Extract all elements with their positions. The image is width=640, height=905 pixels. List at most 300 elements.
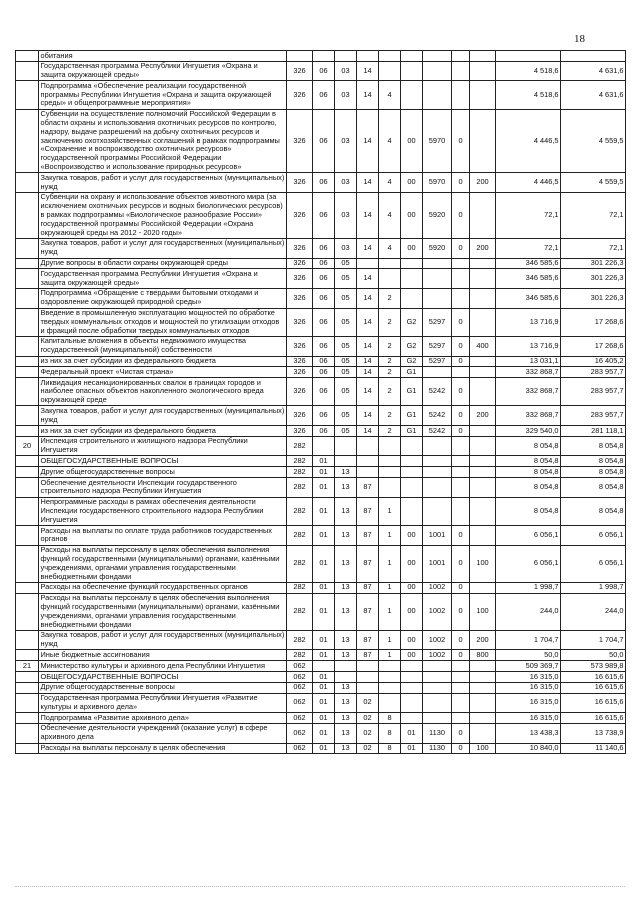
program-code: 87 bbox=[357, 630, 379, 650]
expense-code bbox=[423, 713, 452, 724]
subsection-code: 05 bbox=[335, 367, 357, 378]
row-description: Иные бюджетные ассигнования bbox=[39, 650, 287, 661]
amount-year-2: 16 615,6 bbox=[561, 713, 626, 724]
admin-code: 062 bbox=[287, 713, 313, 724]
amount-year-1 bbox=[496, 51, 561, 62]
direction-code bbox=[401, 682, 423, 693]
program-code bbox=[357, 258, 379, 269]
expense-type-code bbox=[470, 426, 496, 437]
subsection-code: 13 bbox=[335, 467, 357, 478]
amount-year-1: 1 998,7 bbox=[496, 582, 561, 593]
direction-code: 00 bbox=[401, 593, 423, 630]
table-row bbox=[16, 173, 626, 193]
row-position-number bbox=[16, 478, 39, 498]
section-code: 01 bbox=[313, 456, 335, 467]
admin-code: 326 bbox=[287, 426, 313, 437]
section-code: 01 bbox=[313, 743, 335, 754]
admin-code: 326 bbox=[287, 238, 313, 258]
table-row bbox=[16, 545, 626, 582]
amount-year-2: 8 054,8 bbox=[561, 436, 626, 456]
table-row bbox=[16, 258, 626, 269]
subprogram-code: 4 bbox=[379, 109, 401, 173]
amount-year-2: 301 226,3 bbox=[561, 269, 626, 289]
row-position-number bbox=[16, 672, 39, 683]
subsection-code: 05 bbox=[335, 269, 357, 289]
amount-year-1: 332 868,7 bbox=[496, 378, 561, 406]
expense-type-code bbox=[470, 713, 496, 724]
amount-year-2: 1 704,7 bbox=[561, 630, 626, 650]
budget-table bbox=[15, 50, 626, 754]
row-position-number bbox=[16, 467, 39, 478]
table-row bbox=[16, 478, 626, 498]
program-code: 14 bbox=[357, 269, 379, 289]
direction-code bbox=[401, 478, 423, 498]
row-position-number bbox=[16, 743, 39, 754]
subsection-code: 13 bbox=[335, 743, 357, 754]
section-code: 06 bbox=[313, 288, 335, 308]
subsection-code: 13 bbox=[335, 497, 357, 525]
row-position-number bbox=[16, 356, 39, 367]
admin-code: 282 bbox=[287, 630, 313, 650]
expense-type-code: 800 bbox=[470, 650, 496, 661]
table-row bbox=[16, 308, 626, 336]
amount-year-2: 4 559,5 bbox=[561, 109, 626, 173]
admin-code: 062 bbox=[287, 661, 313, 672]
section-code: 06 bbox=[313, 173, 335, 193]
admin-code: 062 bbox=[287, 693, 313, 713]
amount-year-2: 11 140,6 bbox=[561, 743, 626, 754]
subprogram-code: 2 bbox=[379, 378, 401, 406]
table-row bbox=[16, 723, 626, 743]
expense-type-code bbox=[470, 308, 496, 336]
expense-code: 1002 bbox=[423, 650, 452, 661]
amount-year-2: 17 268,6 bbox=[561, 336, 626, 356]
row-position-number bbox=[16, 308, 39, 336]
amount-year-2: 573 989,8 bbox=[561, 661, 626, 672]
amount-year-2: 8 054,8 bbox=[561, 456, 626, 467]
expense-code: 5970 bbox=[423, 173, 452, 193]
program-code: 14 bbox=[357, 367, 379, 378]
admin-code: 326 bbox=[287, 109, 313, 173]
expense-type-code: 200 bbox=[470, 238, 496, 258]
expense-type-code bbox=[470, 367, 496, 378]
row-description: Государственная программа Республики Ингушетия «Охрана и защита окружающей среды» bbox=[39, 269, 287, 289]
table-row bbox=[16, 436, 626, 456]
row-description: Инспекция строительного и жилищного надзора Республики Ингушетия bbox=[39, 436, 287, 456]
amount-year-1: 8 054,8 bbox=[496, 436, 561, 456]
row-description: Обеспечение деятельности учреждений (оказание услуг) в сфере архивного дела bbox=[39, 723, 287, 743]
amount-year-1: 8 054,8 bbox=[496, 467, 561, 478]
program-code bbox=[357, 467, 379, 478]
expense-code bbox=[423, 436, 452, 456]
extra-code: 0 bbox=[452, 630, 470, 650]
direction-code: 00 bbox=[401, 238, 423, 258]
expense-type-code: 400 bbox=[470, 336, 496, 356]
page-number: 18 bbox=[574, 33, 585, 45]
row-description: Подпрограмма «Развитие архивного дела» bbox=[39, 713, 287, 724]
direction-code: 01 bbox=[401, 743, 423, 754]
amount-year-2: 16 615,6 bbox=[561, 672, 626, 683]
extra-code: 0 bbox=[452, 593, 470, 630]
expense-code bbox=[423, 51, 452, 62]
subprogram-code: 1 bbox=[379, 497, 401, 525]
admin-code: 282 bbox=[287, 497, 313, 525]
row-position-number bbox=[16, 238, 39, 258]
section-code: 06 bbox=[313, 378, 335, 406]
expense-code bbox=[423, 81, 452, 109]
expense-type-code bbox=[470, 269, 496, 289]
program-code: 87 bbox=[357, 582, 379, 593]
extra-code bbox=[452, 467, 470, 478]
amount-year-1: 4 518,6 bbox=[496, 61, 561, 81]
expense-type-code bbox=[470, 51, 496, 62]
table-row bbox=[16, 109, 626, 173]
amount-year-1: 16 315,0 bbox=[496, 693, 561, 713]
table-row bbox=[16, 672, 626, 683]
table-body bbox=[16, 51, 626, 754]
section-code: 01 bbox=[313, 467, 335, 478]
row-description: Подпрограмма «Обеспечение реализации государственной программы Республики Ингушетия «Охрана и защита окружающей среды» и общепрограммные мероприятия» bbox=[39, 81, 287, 109]
section-code: 06 bbox=[313, 238, 335, 258]
extra-code bbox=[452, 478, 470, 498]
subprogram-code bbox=[379, 672, 401, 683]
extra-code: 0 bbox=[452, 109, 470, 173]
subprogram-code bbox=[379, 467, 401, 478]
admin-code: 326 bbox=[287, 406, 313, 426]
row-position-number bbox=[16, 713, 39, 724]
admin-code: 326 bbox=[287, 81, 313, 109]
extra-code: 0 bbox=[452, 356, 470, 367]
admin-code: 326 bbox=[287, 173, 313, 193]
amount-year-2: 1 998,7 bbox=[561, 582, 626, 593]
row-position-number bbox=[16, 336, 39, 356]
row-description: ОБЩЕГОСУДАРСТВЕННЫЕ ВОПРОСЫ bbox=[39, 456, 287, 467]
expense-code: 5920 bbox=[423, 238, 452, 258]
extra-code: 0 bbox=[452, 173, 470, 193]
table-row bbox=[16, 288, 626, 308]
section-code: 01 bbox=[313, 682, 335, 693]
row-description: Государственная программа Республики Ингушетия «Охрана и защита окружающей среды» bbox=[39, 61, 287, 81]
amount-year-1: 16 315,0 bbox=[496, 682, 561, 693]
program-code: 14 bbox=[357, 109, 379, 173]
section-code: 06 bbox=[313, 367, 335, 378]
amount-year-2: 16 405,2 bbox=[561, 356, 626, 367]
section-code: 01 bbox=[313, 545, 335, 582]
program-code: 14 bbox=[357, 192, 379, 238]
row-position-number bbox=[16, 269, 39, 289]
section-code: 06 bbox=[313, 192, 335, 238]
expense-type-code bbox=[470, 109, 496, 173]
extra-code bbox=[452, 81, 470, 109]
expense-type-code bbox=[470, 661, 496, 672]
amount-year-1: 332 868,7 bbox=[496, 406, 561, 426]
admin-code: 282 bbox=[287, 526, 313, 546]
subsection-code bbox=[335, 672, 357, 683]
amount-year-2: 72,1 bbox=[561, 238, 626, 258]
section-code: 01 bbox=[313, 593, 335, 630]
expense-type-code: 200 bbox=[470, 406, 496, 426]
table-row bbox=[16, 367, 626, 378]
row-position-number bbox=[16, 426, 39, 437]
section-code: 06 bbox=[313, 269, 335, 289]
subprogram-code: 2 bbox=[379, 336, 401, 356]
program-code bbox=[357, 51, 379, 62]
expense-type-code: 200 bbox=[470, 630, 496, 650]
amount-year-2: 8 054,8 bbox=[561, 478, 626, 498]
admin-code: 326 bbox=[287, 192, 313, 238]
direction-code: 00 bbox=[401, 173, 423, 193]
extra-code: 0 bbox=[452, 743, 470, 754]
subsection-code: 03 bbox=[335, 109, 357, 173]
subprogram-code bbox=[379, 436, 401, 456]
amount-year-1: 509 369,7 bbox=[496, 661, 561, 672]
amount-year-2: 4 631,6 bbox=[561, 61, 626, 81]
direction-code: G1 bbox=[401, 378, 423, 406]
amount-year-1: 4 518,6 bbox=[496, 81, 561, 109]
table-row bbox=[16, 192, 626, 238]
section-code: 06 bbox=[313, 406, 335, 426]
extra-code: 0 bbox=[452, 545, 470, 582]
expense-type-code bbox=[470, 497, 496, 525]
amount-year-1: 4 446,5 bbox=[496, 173, 561, 193]
expense-type-code bbox=[470, 356, 496, 367]
amount-year-1: 346 585,6 bbox=[496, 258, 561, 269]
expense-type-code bbox=[470, 582, 496, 593]
table-row bbox=[16, 61, 626, 81]
amount-year-1: 346 585,6 bbox=[496, 269, 561, 289]
expense-code bbox=[423, 467, 452, 478]
table-row bbox=[16, 51, 626, 62]
expense-code: 5242 bbox=[423, 406, 452, 426]
subsection-code: 13 bbox=[335, 682, 357, 693]
amount-year-1: 8 054,8 bbox=[496, 478, 561, 498]
subsection-code: 13 bbox=[335, 545, 357, 582]
admin-code: 282 bbox=[287, 467, 313, 478]
section-code: 06 bbox=[313, 81, 335, 109]
amount-year-1: 13 031,1 bbox=[496, 356, 561, 367]
expense-type-code bbox=[470, 723, 496, 743]
row-description: из них за счет субсидии из федерального бюджета bbox=[39, 356, 287, 367]
subsection-code: 05 bbox=[335, 336, 357, 356]
row-position-number bbox=[16, 545, 39, 582]
expense-code bbox=[423, 367, 452, 378]
program-code: 02 bbox=[357, 743, 379, 754]
subsection-code: 13 bbox=[335, 593, 357, 630]
subsection-code: 13 bbox=[335, 478, 357, 498]
expense-code bbox=[423, 456, 452, 467]
subsection-code: 13 bbox=[335, 582, 357, 593]
expense-code: 5242 bbox=[423, 426, 452, 437]
row-description: Другие вопросы в области охраны окружающей среды bbox=[39, 258, 287, 269]
row-position-number bbox=[16, 693, 39, 713]
row-description: Закупка товаров, работ и услуг для государственных (муниципальных) нужд bbox=[39, 238, 287, 258]
direction-code bbox=[401, 467, 423, 478]
extra-code bbox=[452, 61, 470, 81]
row-description: Расходы на выплаты по оплате труда работников государственных органов bbox=[39, 526, 287, 546]
subprogram-code bbox=[379, 682, 401, 693]
row-description: Введение в промышленную эксплуатацию мощностей по обработке твердых коммунальных отходов и мощностей по утилизации отходов и фракций после обработки твердых коммунальных отходов bbox=[39, 308, 287, 336]
row-description: Подпрограмма «Обращение с твердыми бытовыми отходами и оздоровление окружающей природной среды» bbox=[39, 288, 287, 308]
expense-code: 5297 bbox=[423, 308, 452, 336]
program-code: 02 bbox=[357, 693, 379, 713]
table-row bbox=[16, 630, 626, 650]
row-position-number bbox=[16, 61, 39, 81]
row-description: Субвенции на охрану и использование объектов животного мира (за исключением охотничьих ресурсов и водных биологических ресурсов) в рамках подпрограммы «Биологическое разнообразие России» государственной программы Российской Федерации «Охрана окружающей среды на 2012 - 2020 годы» bbox=[39, 192, 287, 238]
program-code: 14 bbox=[357, 238, 379, 258]
expense-type-code: 100 bbox=[470, 593, 496, 630]
subsection-code: 05 bbox=[335, 378, 357, 406]
expense-type-code bbox=[470, 258, 496, 269]
expense-code: 5242 bbox=[423, 378, 452, 406]
amount-year-2: 17 268,6 bbox=[561, 308, 626, 336]
direction-code: G2 bbox=[401, 308, 423, 336]
subprogram-code: 2 bbox=[379, 426, 401, 437]
expense-code: 1002 bbox=[423, 630, 452, 650]
subprogram-code: 2 bbox=[379, 288, 401, 308]
expense-code bbox=[423, 693, 452, 713]
direction-code bbox=[401, 258, 423, 269]
extra-code: 0 bbox=[452, 378, 470, 406]
subprogram-code bbox=[379, 693, 401, 713]
expense-type-code bbox=[470, 526, 496, 546]
subsection-code: 05 bbox=[335, 426, 357, 437]
amount-year-2 bbox=[561, 51, 626, 62]
row-description: Расходы на выплаты персоналу в целях обеспечения выполнения функций государственными (муниципальными) органами, казёнными учреждениями, органами управления государственными внебюджетными фондами bbox=[39, 593, 287, 630]
subprogram-code bbox=[379, 661, 401, 672]
subprogram-code bbox=[379, 61, 401, 81]
program-code: 14 bbox=[357, 81, 379, 109]
extra-code: 0 bbox=[452, 723, 470, 743]
row-description: из них за счет субсидии из федерального бюджета bbox=[39, 426, 287, 437]
program-code bbox=[357, 436, 379, 456]
row-position-number bbox=[16, 650, 39, 661]
table-row bbox=[16, 743, 626, 754]
row-position-number bbox=[16, 582, 39, 593]
direction-code bbox=[401, 672, 423, 683]
expense-type-code bbox=[470, 693, 496, 713]
amount-year-1: 13 438,3 bbox=[496, 723, 561, 743]
expense-type-code bbox=[470, 192, 496, 238]
expense-code: 1130 bbox=[423, 723, 452, 743]
section-code bbox=[313, 661, 335, 672]
direction-code: G2 bbox=[401, 356, 423, 367]
subsection-code: 13 bbox=[335, 526, 357, 546]
expense-code bbox=[423, 478, 452, 498]
amount-year-2: 16 615,6 bbox=[561, 682, 626, 693]
row-description: Закупка товаров, работ и услуг для государственных (муниципальных) нужд bbox=[39, 406, 287, 426]
amount-year-2: 8 054,8 bbox=[561, 467, 626, 478]
section-code: 06 bbox=[313, 61, 335, 81]
direction-code: 00 bbox=[401, 582, 423, 593]
admin-code: 062 bbox=[287, 682, 313, 693]
subprogram-code bbox=[379, 51, 401, 62]
table-row bbox=[16, 661, 626, 672]
extra-code bbox=[452, 436, 470, 456]
row-position-number bbox=[16, 630, 39, 650]
subprogram-code: 4 bbox=[379, 81, 401, 109]
expense-code: 1130 bbox=[423, 743, 452, 754]
row-position-number bbox=[16, 456, 39, 467]
table-row bbox=[16, 456, 626, 467]
admin-code: 326 bbox=[287, 269, 313, 289]
expense-type-code bbox=[470, 478, 496, 498]
extra-code bbox=[452, 682, 470, 693]
subprogram-code bbox=[379, 269, 401, 289]
subprogram-code: 1 bbox=[379, 545, 401, 582]
extra-code: 0 bbox=[452, 426, 470, 437]
subsection-code bbox=[335, 456, 357, 467]
extra-code bbox=[452, 51, 470, 62]
program-code bbox=[357, 682, 379, 693]
direction-code: 00 bbox=[401, 192, 423, 238]
expense-code: 1002 bbox=[423, 593, 452, 630]
table-row bbox=[16, 336, 626, 356]
row-description: Капитальные вложения в объекты недвижимого имущества государственной (муниципальной) собственности bbox=[39, 336, 287, 356]
section-code: 01 bbox=[313, 630, 335, 650]
program-code: 14 bbox=[357, 336, 379, 356]
subprogram-code: 8 bbox=[379, 723, 401, 743]
direction-code: G1 bbox=[401, 426, 423, 437]
admin-code: 326 bbox=[287, 258, 313, 269]
extra-code bbox=[452, 661, 470, 672]
direction-code bbox=[401, 661, 423, 672]
row-position-number bbox=[16, 288, 39, 308]
expense-type-code bbox=[470, 682, 496, 693]
expense-type-code bbox=[470, 467, 496, 478]
subsection-code bbox=[335, 51, 357, 62]
admin-code: 326 bbox=[287, 61, 313, 81]
amount-year-2: 281 118,1 bbox=[561, 426, 626, 437]
subprogram-code: 4 bbox=[379, 173, 401, 193]
subsection-code: 13 bbox=[335, 650, 357, 661]
program-code: 14 bbox=[357, 308, 379, 336]
amount-year-2: 283 957,7 bbox=[561, 367, 626, 378]
amount-year-1: 13 716,9 bbox=[496, 308, 561, 336]
admin-code: 326 bbox=[287, 336, 313, 356]
program-code: 87 bbox=[357, 478, 379, 498]
expense-code: 5970 bbox=[423, 109, 452, 173]
subprogram-code: 2 bbox=[379, 367, 401, 378]
expense-code bbox=[423, 682, 452, 693]
extra-code: 0 bbox=[452, 406, 470, 426]
admin-code: 282 bbox=[287, 593, 313, 630]
section-code bbox=[313, 436, 335, 456]
amount-year-2: 301 226,3 bbox=[561, 288, 626, 308]
row-description: Министерство культуры и архивного дела Республики Ингушетия bbox=[39, 661, 287, 672]
direction-code bbox=[401, 61, 423, 81]
row-description: Закупка товаров, работ и услуг для государственных (муниципальных) нужд bbox=[39, 173, 287, 193]
subprogram-code: 1 bbox=[379, 650, 401, 661]
subprogram-code: 1 bbox=[379, 593, 401, 630]
program-code bbox=[357, 456, 379, 467]
subprogram-code: 8 bbox=[379, 743, 401, 754]
row-position-number bbox=[16, 258, 39, 269]
amount-year-1: 346 585,6 bbox=[496, 288, 561, 308]
amount-year-2: 4 631,6 bbox=[561, 81, 626, 109]
subprogram-code: 2 bbox=[379, 356, 401, 367]
admin-code bbox=[287, 51, 313, 62]
row-position-number bbox=[16, 109, 39, 173]
program-code: 87 bbox=[357, 497, 379, 525]
subprogram-code: 1 bbox=[379, 630, 401, 650]
extra-code bbox=[452, 672, 470, 683]
amount-year-2: 50,0 bbox=[561, 650, 626, 661]
subsection-code: 05 bbox=[335, 258, 357, 269]
extra-code bbox=[452, 713, 470, 724]
expense-code bbox=[423, 672, 452, 683]
expense-code bbox=[423, 258, 452, 269]
row-description: Другие общегосударственные вопросы bbox=[39, 682, 287, 693]
